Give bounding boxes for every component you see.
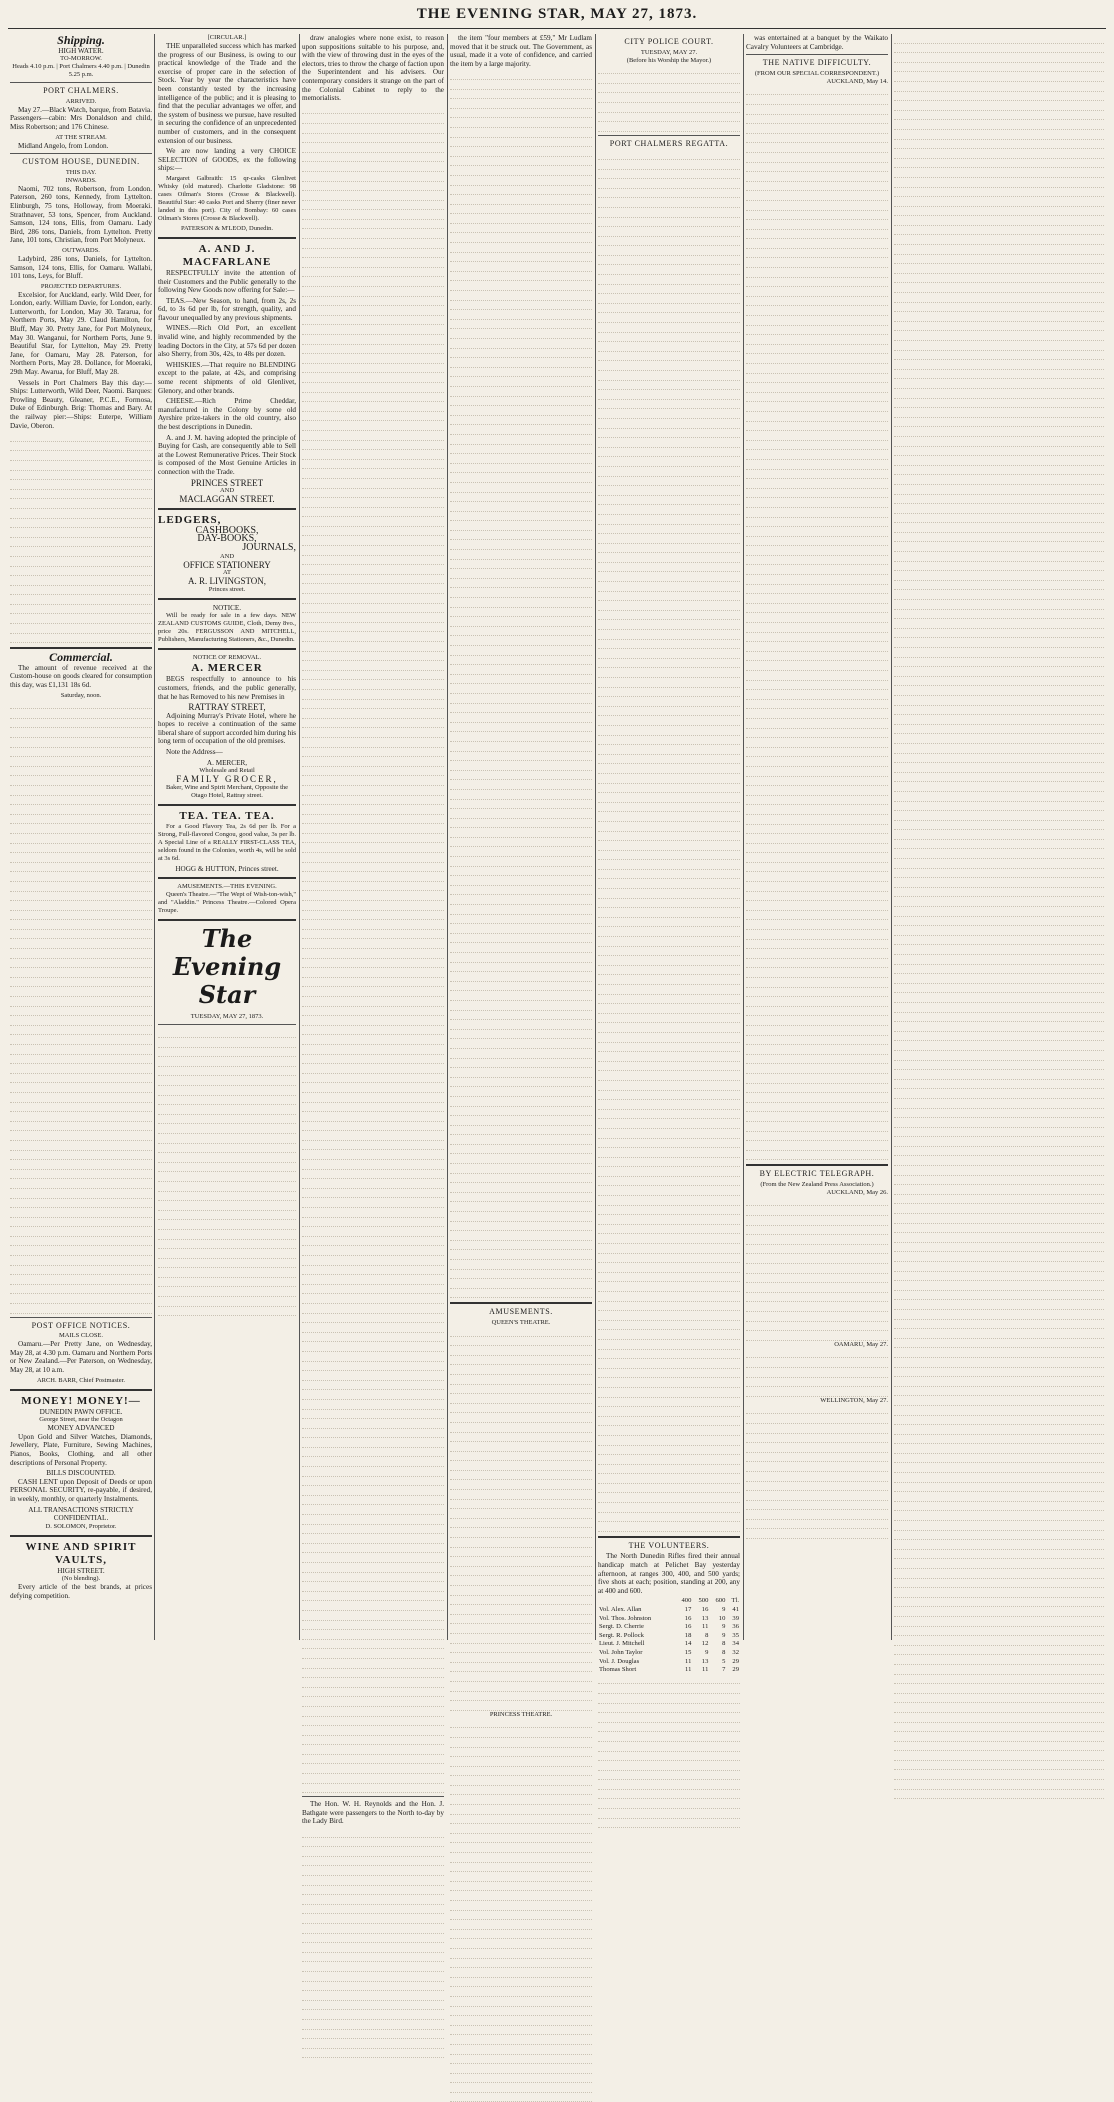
cashbooks: CASHBOOKS, — [195, 524, 259, 536]
high-water: HIGH WATER. — [58, 46, 104, 55]
tomorrow: TO-MORROW. — [60, 55, 102, 63]
bills: BILLS DISCOUNTED. — [46, 1469, 116, 1478]
volunteer-score: 39 — [732, 1614, 739, 1622]
column-4 — [450, 34, 592, 1718]
volunteer-score: 5 — [722, 1657, 726, 1665]
volunteer-score: Tl. — [731, 1597, 739, 1605]
column-divider — [891, 34, 892, 1640]
volunteer-name: Sergt. D. Cherrie — [599, 1623, 644, 1631]
volunteer-score: 400 — [681, 1597, 692, 1605]
volunteer-score: 500 — [698, 1597, 709, 1605]
no-blending: (No blending). — [61, 1575, 101, 1583]
volunteer-score: 14 — [684, 1640, 692, 1648]
volunteers-row — [598, 1658, 740, 1667]
commercial-heading: Commercial. — [49, 650, 113, 665]
volunteer-score: 9 — [722, 1606, 726, 1613]
column-divider — [154, 34, 155, 1640]
volunteer-score: 16 — [684, 1623, 692, 1631]
native-text — [746, 86, 888, 1161]
column-divider — [595, 34, 596, 1640]
regatta-text — [598, 150, 740, 1532]
volunteer-score: 16 — [684, 1614, 692, 1622]
regatta-heading: PORT CHALMERS REGATTA. — [609, 138, 729, 148]
column-1 — [10, 34, 152, 1644]
amusements-text: Queen's Theatre.—"The Wept of Wish-ton-wish," and "Aladdin." Princess Theatre.—Colored Opera Troupe. — [158, 891, 296, 915]
masthead: THE EVENING STAR, MAY 27, 1873. — [416, 6, 698, 22]
paper-title: The Evening Star — [172, 924, 282, 1010]
at-word: AT — [223, 569, 231, 577]
editorial-opening: draw analogies where none exist, to reason upon suppositions suitable to his purpose, and, with the view of throwing dust in the eyes of the electors, tries to throw the charge of faction upon the Superintendent and his advisers. Our contemporary considers it strange on the part of the Colonial Cabinet to reply to the memorialists. — [302, 34, 444, 103]
wellington-text — [746, 1405, 888, 1539]
circular-now: We are now landing a very CHOICE SELECTION of GOODS, ex the following ships:— — [158, 147, 296, 173]
volunteer-name: Sergt. R. Pollock — [599, 1631, 644, 1639]
police-date: TUESDAY, MAY 27. — [640, 48, 698, 56]
office-stationery: OFFICE STATIONERY — [183, 559, 271, 570]
circular-text: THE unparalleled success which has marked the progress of our Business, is owing to our practical knowledge of the Trade and the exercise of proper care in the selection of Stock. Year by year the characteristics have been constantly tested by the increasing intelligence of the public; and it is pleasing to find that the peculiar advantages we offer, and the system of business we pursue, have resulted in securing the confidence of an unprecedented number of customers, and in the consequent extension of our business. — [158, 42, 296, 145]
telegraph-heading: BY ELECTRIC TELEGRAPH. — [759, 1169, 875, 1179]
volunteers-row — [598, 1640, 740, 1649]
queens-review — [450, 1327, 592, 1711]
volunteer-score: 12 — [701, 1640, 709, 1648]
vessels-text: Vessels in Port Chalmers Bay this day:—Ships: Lutterworth, Wild Deer, Naomi. Barques: Prowling Beauty, Gleaner, P.C.E., Formosa, Duke of Edinburgh. Brig: Thomas and Bary. At the railway pier:—Ships: Euterpe, William Davie, Oberon. — [10, 378, 152, 430]
column-divider — [447, 34, 448, 1640]
outwards-text: Ladybird, 286 tons, Daniels, for Lyttelton. Samson, 124 tons, Ellis, for Oamaru. Wallabi, 101 tons, Leys, for Bluff. — [10, 254, 152, 281]
aj-footer: A. and J. M. having adopted the principle of Buying for Cash, are consequently able to Sell at the Lowest Remunerative Prices. Their Stock is composed of the Most Genuine Articles in connection with the Trade. — [158, 433, 296, 476]
volunteers-text — [598, 1675, 740, 1829]
auckland-date: AUCKLAND, May 26. — [826, 1188, 888, 1196]
aj-whiskies: WHISKIES.—That require no BLENDING except to the palate, at 42s, and comprising some recent shipments of old Glenlivet, Glenory, and other brands. — [158, 360, 296, 395]
volunteer-score: 18 — [684, 1631, 692, 1639]
livingston-street: Princes street. — [208, 585, 246, 593]
money-text: Upon Gold and Silver Watches, Diamonds, Jewellery, Plate, Furniture, Sewing Machines, Pianos, Books, Clothing, and all other descriptions of Personal Property. — [10, 1432, 152, 1467]
proprietor: D. SOLOMON, Proprietor. — [45, 1522, 117, 1530]
amusements-tonight: AMUSEMENTS.—THIS EVENING. — [177, 883, 277, 891]
volunteer-score: 41 — [732, 1606, 739, 1613]
tea-text: For a Good Flavory Tea, 2s 6d per lb. For a Strong, Full-flavored Congou, good value, 3s per lb. A Special Line of a REALLY FIRST-CLASS TEA, seldom found in the Colonies, worth 4s, will be sold at 3s 6d. — [158, 822, 296, 862]
column-3 — [302, 34, 444, 1826]
port-chalmers: PORT CHALMERS. — [43, 86, 119, 96]
in-stream: AT THE STREAM. — [55, 133, 107, 141]
volunteer-score: 11 — [685, 1666, 692, 1674]
column-6 — [746, 34, 888, 1644]
volunteer-score: 15 — [684, 1648, 692, 1656]
volunteer-name: Lieut. J. Mitchell — [599, 1640, 645, 1648]
volunteer-score: 29 — [732, 1657, 739, 1665]
arrived-text: May 27.—Black Watch, barque, from Batavia. Passengers—cabin: Mrs Donaldson and child, Miss Robertson; and 176 Chinese. — [10, 105, 153, 131]
mercer-more: Adjoining Murray's Private Hotel, where he hopes to receive a continuation of the same liberal share of support accorded him during his long term of occupation of the old premises. — [158, 711, 296, 746]
queens-theatre: QUEEN'S THEATRE. — [491, 1318, 551, 1326]
mercer-text: BEGS respectfully to announce to his customers, friends, and the public generally, that he has Removed to his new Premises in — [158, 675, 296, 701]
custom-house: CUSTOM HOUSE, DUNEDIN. — [22, 157, 140, 167]
and-word-2: AND — [219, 552, 235, 560]
volunteers-table — [598, 1597, 740, 1674]
aj-wines: WINES.—Rich Old Port, an excellent invalid wine, and highly recommended by the leading Doctors in the City, at 57s 6d per dozen also Sherry, from 30s, 42s, to 48s per dozen. — [158, 324, 296, 359]
high-street: HIGH STREET. — [57, 1566, 105, 1575]
removal-heading: NOTICE OF REMOVAL. — [192, 654, 262, 662]
telegraph-sub: (From the New Zealand Press Association.) — [760, 1180, 874, 1188]
post-office: POST OFFICE NOTICES. — [31, 1320, 131, 1330]
journals: JOURNALS, — [242, 541, 296, 553]
pawn-office: DUNEDIN PAWN OFFICE. — [39, 1407, 123, 1416]
mercer-name: A. MERCER, — [206, 758, 248, 767]
notice-heading: NOTICE. — [212, 603, 242, 612]
volunteer-score: 8 — [722, 1648, 726, 1656]
volunteer-score: 9 — [722, 1623, 726, 1631]
column-2 — [158, 34, 296, 1644]
maclaggan-street: MACLAGGAN STREET. — [179, 494, 275, 505]
baker: Baker, Wine and Spirit Merchant, Opposite the Otago Hotel, Rattray street. — [165, 783, 289, 799]
money-heading: MONEY! MONEY!— — [21, 1394, 141, 1407]
amusements-heading: AMUSEMENTS. — [489, 1307, 553, 1317]
native-date: AUCKLAND, May 14. — [826, 77, 888, 85]
native-difficulty: THE NATIVE DIFFICULTY. — [762, 58, 872, 68]
paterson-sign: PATERSON & M'LEOD, Dunedin. — [180, 224, 274, 232]
in-stream-text: Midland Angelo, from London. — [18, 141, 109, 150]
aj-teas: TEAS.—New Season, to hand, from 2s, 2s 6d, to 3s 6d per lb, for strength, quality, and flavour unequalled by any previous shipments. — [158, 296, 296, 322]
goods-list: Margaret Galbraith: 15 qr-casks Glenlivet Whisky (old matured). Charlotte Gladstone: 98 cases Oilman's Stores (Crosse & Blackwell). Beautiful Star: 40 casks Port and Sherry (finer never landed in this port). City of Bombay: 60 cases Oilman's Stores (Crosse & Blackwell). — [158, 174, 296, 222]
projected-text: Excelsior, for Auckland, early. Wild Deer, for London, early. William Davie, for London, early. Lutterworth, for London, May 30. Tararua, for Northern Ports, May 29. Claud Hamilton, for Bluff, May 30. Pretty Jane, for Port Molyneux, May 30. Wanganui, for Northern Ports, June 9. Beautiful Star, for Lyttelton, May 29. Pretty Jane, for Oamaru, May 28. Paterson, for Northern Ports, May 28. Dollance, for Moeraki, 29th May. Awarua, for Bluff, May 28. — [10, 290, 152, 377]
notice-text: Will be ready for sale in a few days. NEW ZEALAND CUSTOMS GUIDE, Cloth, Demy 8vo., price 20s. FERGUSSON AND MITCHELL, Publishers, Manufacturing Stationers, &c., Dunedin. — [158, 612, 296, 644]
livingston: A. R. LIVINGSTON, — [187, 576, 267, 587]
volunteer-name: Vol. Thos. Johnston — [599, 1614, 652, 1622]
issue-date: TUESDAY, MAY 27, 1873. — [190, 1013, 264, 1021]
and-word: AND — [219, 487, 235, 495]
volunteer-score: 13 — [701, 1657, 709, 1665]
shipping-heading: Shipping. — [57, 33, 105, 47]
volunteers-row — [598, 1649, 740, 1658]
volunteer-score: 35 — [732, 1631, 739, 1639]
mails-close: MAILS CLOSE. — [58, 1332, 104, 1340]
editorial-text — [158, 1028, 296, 1316]
money-advanced: MONEY ADVANCED — [47, 1424, 115, 1433]
ledgers: LEDGERS, — [158, 513, 222, 526]
princes-street: PRINCES STREET — [190, 477, 264, 488]
column-divider — [299, 34, 300, 1640]
volunteer-score: 8 — [705, 1631, 709, 1639]
volunteer-score: 9 — [722, 1631, 726, 1639]
volunteer-score: 16 — [701, 1606, 709, 1613]
column-5 — [598, 34, 740, 1674]
aj-cheese: CHEESE.—Rich Prime Cheddar, manufactured in the Colony by some old Ayrshire prize-takers in the old country, also the best descriptions in Dunedin. — [158, 397, 296, 431]
regatta-continued: was entertained at a banquet by the Waikato Cavalry Volunteers at Cambridge. — [746, 34, 888, 51]
volunteers-header-row — [598, 1597, 740, 1606]
police-bench: (Before his Worship the Mayor.) — [626, 56, 712, 64]
projected: PROJECTED DEPARTURES. — [40, 282, 122, 290]
volunteer-name: Vol. J. Douglas — [599, 1657, 640, 1665]
reynolds-notice: The Hon. W. H. Reynolds and the Hon. J. Bathgate were passengers to the North to-day by the Lady Bird. — [302, 1800, 444, 1826]
volunteers-row — [598, 1666, 740, 1675]
postmaster: ARCH. BARR, Chief Postmaster. — [36, 1376, 126, 1384]
confidential: ALL TRANSACTIONS STRICTLY CONFIDENTIAL. — [28, 1505, 134, 1523]
volunteer-score: 7 — [722, 1666, 726, 1674]
inwards: INWARDS. — [65, 176, 97, 184]
saturday-noon: Saturday, noon. — [60, 691, 102, 699]
volunteer-score: 8 — [722, 1640, 726, 1648]
volunteers-intro: The North Dunedin Rifles fired their annual handicap match at Pelichet Bay yesterday afternoon, at ranges 300, 400, and 500 yards; five shots at each; position, standing at 200, any at 400 and 600. — [598, 1552, 740, 1595]
volunteer-score: 13 — [701, 1614, 709, 1622]
wine-heading: WINE AND SPIRIT VAULTS, — [25, 1540, 137, 1566]
wine-text: Every article of the best brands, at prices defying competition. — [10, 1583, 152, 1600]
mercer-address: Note the Address— — [166, 748, 223, 757]
volunteer-score: 29 — [732, 1666, 739, 1674]
volunteer-score: 10 — [718, 1614, 726, 1622]
princess-theatre: PRINCESS THEATRE. — [489, 1710, 553, 1718]
princess-review — [450, 1719, 592, 2102]
volunteer-name — [598, 1597, 675, 1606]
circular-label: [CIRCULAR.] — [207, 34, 247, 41]
top-rule — [8, 28, 1106, 29]
police-court: CITY POLICE COURT. — [624, 37, 714, 46]
aj-macfarlane: A. AND J. MACFARLANE — [182, 242, 272, 268]
tides: Heads 4.10 p.m. | Port Chalmers 4.40 p.m. | Dunedin 5.25 p.m. — [12, 63, 150, 79]
tea-title: TEA. TEA. TEA. — [179, 809, 275, 822]
outwards: OUTWARDS. — [62, 246, 100, 254]
commercial-intro: The amount of revenue received at the Custom-house on goods cleared for consumption this day, was £1,131 18s 6d. — [10, 663, 152, 690]
editorial-body — [302, 105, 444, 1794]
auckland-text — [746, 1197, 888, 1341]
volunteer-score: 600 — [715, 1597, 726, 1605]
volunteer-score: 11 — [702, 1666, 709, 1674]
wellington-date: WELLINGTON, May 27. — [820, 1396, 888, 1404]
column-divider — [743, 34, 744, 1640]
news-paragraphs — [302, 1828, 444, 2058]
this-day: THIS DAY. — [65, 168, 97, 176]
inwards-text: Naomi, 702 tons, Robertson, from London. Paterson, 260 tons, Kennedy, from Lyttelton. Elinburgh, 75 tons, Holloway, from Moeraki. Strathnaver, 53 tons, Spencer, from Auckland. Samson, 124 tons, Ellis, from Oamaru. Lady Bird, 286 tons, Daniels, from Lyttelton. Pretty Jane, 101 tons, Christian, from Port Molyneux. — [10, 184, 152, 245]
shipping-text — [10, 432, 152, 643]
volunteer-score: 11 — [702, 1623, 709, 1631]
volunteers-row — [598, 1606, 740, 1615]
volunteers-row — [598, 1615, 740, 1624]
commercial-text — [10, 700, 152, 1314]
volunteer-name: Vol. John Taylor — [599, 1648, 643, 1656]
volunteer-score: 9 — [705, 1648, 709, 1656]
news-opening: the item "four members at £59," Mr Ludlam moved that it be struck out. The Government, as usual, made it a vote of confidence, and carried the item by a large majority. — [450, 34, 592, 68]
volunteer-score: 32 — [732, 1648, 739, 1656]
volunteer-name: Vol. Alex. Allan — [599, 1606, 642, 1613]
native-sub: (FROM OUR SPECIAL CORRESPONDENT.) — [754, 69, 880, 77]
volunteer-name: Thomas Short — [599, 1666, 637, 1674]
wholesale: Wholesale and Retail — [199, 767, 255, 775]
column-7-text — [894, 34, 1104, 1799]
hogg-hutton: HOGG & HUTTON, Princes street. — [175, 864, 279, 873]
volunteer-score: 11 — [685, 1657, 692, 1665]
police-text — [598, 65, 740, 132]
arrived: ARRIVED. — [65, 97, 97, 105]
volunteers-row — [598, 1632, 740, 1641]
oamaru-text — [746, 1349, 888, 1397]
volunteer-score: 36 — [732, 1623, 739, 1631]
aj-text: RESPECTFULLY invite the attention of their Customers and the Public generally to the following New Goods now offering for Sale:— — [158, 268, 296, 295]
volunteers-heading: THE VOLUNTEERS. — [628, 1540, 710, 1550]
volunteers-row — [598, 1623, 740, 1632]
rattray-street: RATTRAY STREET, — [188, 702, 266, 713]
oamaru-date: OAMARU, May 27. — [834, 1340, 888, 1348]
news-body — [450, 70, 592, 1298]
volunteer-score: 17 — [684, 1606, 692, 1613]
volunteer-score: 34 — [732, 1640, 739, 1648]
mercer-title: A. MERCER — [191, 662, 263, 675]
daybooks: DAY-BOOKS, — [197, 533, 257, 545]
mails-text: Oamaru.—Per Pretty Jane, on Wednesday, May 28, at 4.30 p.m. Oamaru and Northern Ports or New Zealand.—Per Paterson, on Wednesday, May 28, at 10 a.m. — [10, 1340, 152, 1374]
family-grocer: FAMILY GROCER, — [176, 774, 278, 785]
column-7 — [894, 34, 1104, 1644]
pawn-address: George Street, near the Octagon — [39, 1416, 123, 1424]
cash-lent: CASH LENT upon Deposit of Deeds or upon PERSONAL SECURITY, re-payable, if desired, in weekly, monthly, or quarterly Instalments. — [10, 1477, 152, 1503]
